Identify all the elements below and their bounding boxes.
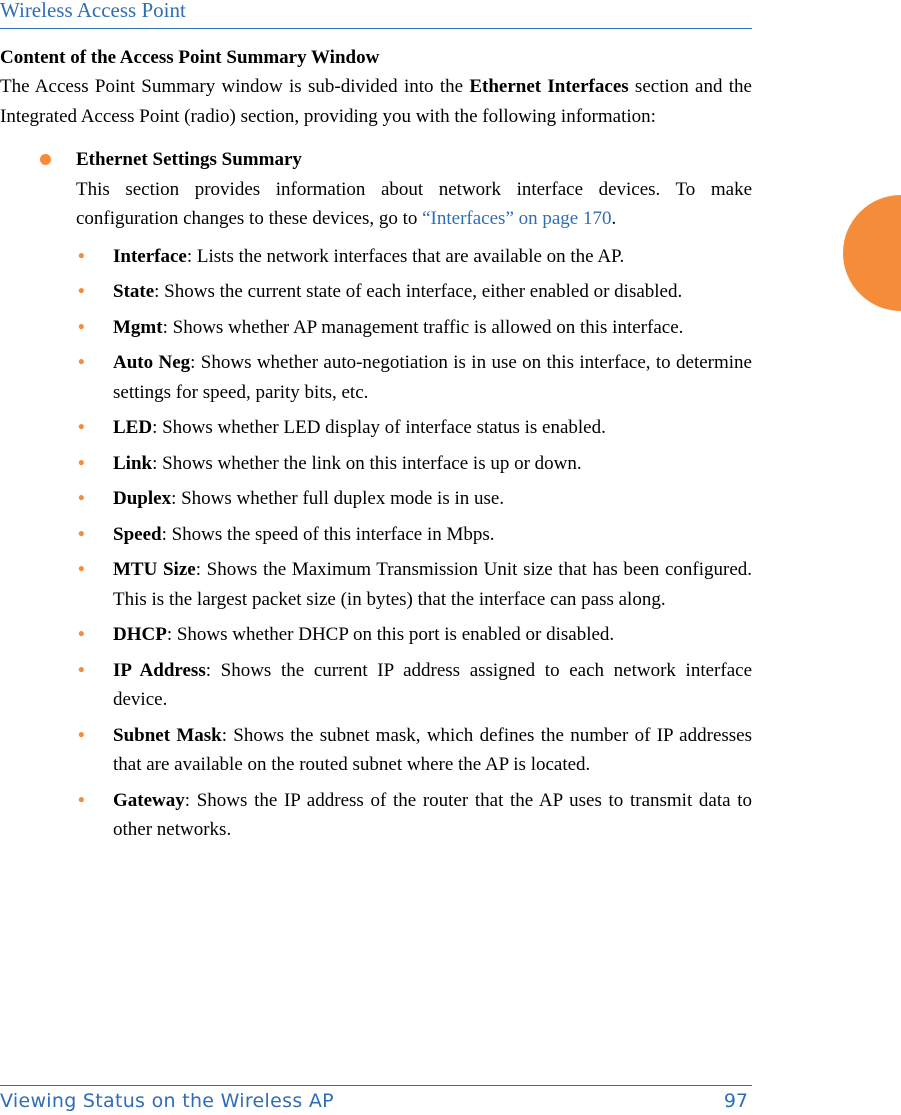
ethernet-desc-end: . [611,208,617,229]
item-description: : Shows the speed of this interface in Mbps. [161,523,495,545]
item-term: Gateway [113,789,185,811]
item-term: DHCP [113,624,167,645]
bullet-icon: • [78,724,85,746]
item-description: : Shows the current state of each interface, either enabled or disabled. [154,281,683,302]
bullet-icon: • [78,659,85,681]
list-item [78,449,752,479]
item-description: : Shows the Maximum Transmission Unit size that has been configured. This is the largest packet size (in bytes) that the interface can pass along. [113,559,752,610]
header-title: Wireless Access Point [0,0,186,22]
field-description-list [0,242,752,845]
item-term: Duplex [113,488,172,509]
item-description: : Lists the network interfaces that are available on the AP. [186,245,625,267]
intro-paragraph [0,72,752,131]
list-item [78,313,752,343]
item-term: MTU Size [113,559,196,580]
list-item [78,484,752,514]
bullet-icon: • [78,417,85,438]
bullet-icon: • [78,789,85,811]
intro-text-end: section and the Integrated Access Point (radio) section, providing you with the following information: [0,76,752,127]
orange-bullet-icon [40,154,51,165]
bullet-icon: • [78,316,85,338]
item-term: LED [113,417,153,438]
bullet-icon: • [78,523,85,545]
interfaces-page-link[interactable]: “Interfaces” on page 170 [422,208,612,229]
item-term: Interface [113,245,187,267]
ethernet-settings-title: Ethernet Settings Summary [76,149,302,170]
list-item [78,520,752,550]
item-description: : Shows the subnet mask, which defines the number of IP addresses that are available on the routed subnet where the AP is located. [113,724,752,775]
ethernet-desc-text: This section provides information about network interface devices. To make configuration changes to these devices, go to [76,178,752,229]
footer-section-title: Viewing Status on the Wireless AP [0,1090,334,1112]
page-number: 97 [723,1090,748,1112]
list-item [78,620,752,650]
list-item [78,721,752,780]
bullet-icon: • [78,452,85,474]
page-footer [0,1085,752,1115]
bullet-icon: • [78,245,85,267]
item-description: : Shows whether the link on this interface is up or down. [152,452,582,474]
item-term: Auto Neg [113,352,191,373]
page-header [0,0,752,29]
list-item [78,786,752,845]
ethernet-settings-summary [0,145,752,234]
list-item [78,277,752,307]
item-description: : Shows whether DHCP on this port is enabled or disabled. [166,624,615,645]
intro-text-start: The Access Point Summary window is sub-divided into the [0,76,470,97]
page-content [0,44,752,851]
item-term: State [113,281,155,302]
item-description: : Shows whether full duplex mode is in use. [171,488,505,509]
list-item [78,413,752,443]
bullet-icon: • [78,559,85,580]
item-term: IP Address [113,659,206,681]
item-description: : Shows whether auto-negotiation is in use on this interface, to determine settings for speed, parity bits, etc. [113,352,752,403]
list-item [78,555,752,614]
item-description: : Shows the current IP address assigned to each network interface device. [113,659,752,710]
intro-bold-term: Ethernet Interfaces [469,76,629,97]
section-heading: Content of the Access Point Summary Window [0,47,380,68]
bullet-icon: • [78,488,85,509]
bullet-icon: • [78,352,85,373]
bullet-icon: • [78,281,85,302]
list-item [78,656,752,715]
item-description: : Shows the IP address of the router that the AP uses to transmit data to other networks. [113,789,752,840]
chapter-tab-marker [843,195,901,311]
list-item [78,348,752,407]
bullet-icon: • [78,624,85,645]
item-term: Speed [113,523,162,545]
item-term: Subnet Mask [113,724,222,746]
item-description: : Shows whether LED display of interface status is enabled. [152,417,606,438]
item-description: : Shows whether AP management traffic is allowed on this interface. [162,316,684,338]
ethernet-settings-description [76,175,752,234]
item-term: Mgmt [113,316,163,338]
item-term: Link [113,452,153,474]
list-item [78,242,752,272]
